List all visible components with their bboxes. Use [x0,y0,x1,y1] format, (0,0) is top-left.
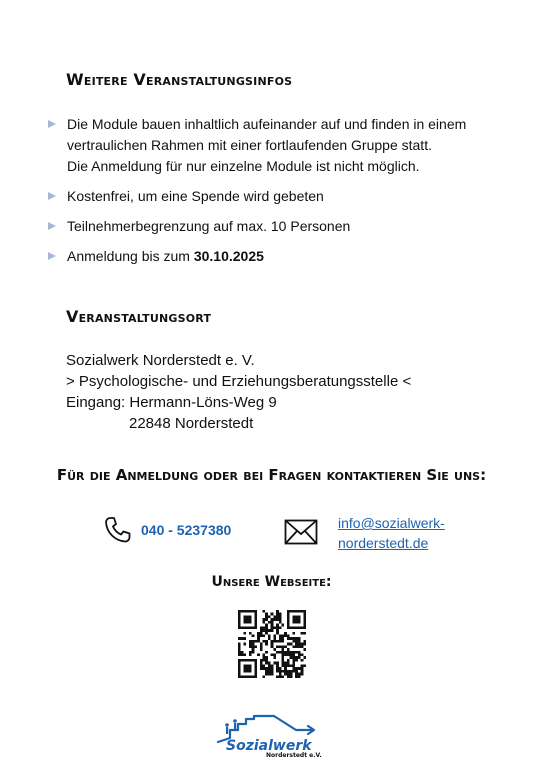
address-line-entrance: Eingang: Hermann-Löns-Weg 9 [66,394,277,411]
list-item [48,186,508,207]
list-item [48,216,508,237]
address-line-org: Sozialwerk Norderstedt e. V. [66,352,255,369]
email-contact[interactable] [284,513,468,553]
bullet-text: Anmeldung bis zum [67,248,194,264]
bullet-text-line1: Die Module bauen inhaltlich aufeinander auf und finden in einem [67,116,467,132]
qr-code[interactable] [238,610,306,678]
registration-deadline: 30.10.2025 [193,248,264,264]
event-info-list [48,114,508,276]
email-link[interactable] [338,513,468,553]
triangle-bullet-icon [48,120,56,128]
address-line-dept: > Psychologische- und Erziehungsberatungsstelle < [66,373,412,390]
bullet-text: Teilnehmerbegrenzung auf max. 10 Personen [67,218,351,234]
email-line2[interactable]: norderstedt.de [338,535,429,551]
bullet-text-line3: Die Anmeldung für nur einzelne Module ist nicht möglich. [67,158,420,174]
logo-subtitle: Norderstedt e.V. [266,752,322,758]
section-title-location: Veranstaltungsort [66,307,212,326]
triangle-bullet-icon [48,252,56,260]
email-line1[interactable]: info@sozialwerk- [338,515,445,531]
contact-heading: Für die Anmeldung oder bei Fragen kontaktieren Sie uns: [56,466,487,484]
list-item [48,114,508,177]
triangle-bullet-icon [48,192,56,200]
bullet-text: Kostenfrei, um eine Spende wird gebeten [67,188,324,204]
address-line-city: 22848 Norderstedt [129,415,254,432]
envelope-icon [284,519,318,545]
logo-name: Sozialwerk [226,738,312,754]
phone-number[interactable]: 040 - 5237380 [141,522,232,538]
triangle-bullet-icon [48,222,56,230]
sozialwerk-logo [214,712,332,758]
list-item [48,246,508,267]
location-address [66,350,411,434]
section-title-event-info: Weitere Veranstaltungsinfos [66,70,293,89]
website-heading: Unsere Webseite: [211,574,332,590]
phone-contact[interactable] [103,515,231,545]
phone-icon [103,515,133,545]
bullet-text-line2: vertraulichen Rahmen mit einer fortlaufenden Gruppe statt. [67,137,432,153]
